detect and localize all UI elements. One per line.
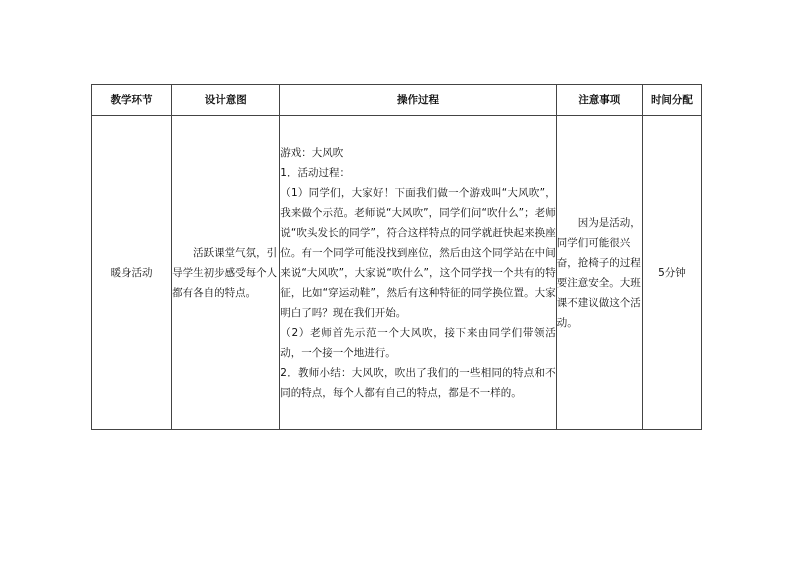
header-time: 时间分配: [642, 85, 701, 116]
process-line-step1: （1）同学们，大家好！下面我们做一个游戏叫“大风吹”，我来做个示范。老师说“大风吹”，同学们问“吹什么”；老师说“吹头发长的同学”，符合这样特点的同学就赶快起来换座位。有一个同学可能没找到座位，然后由这个同学站在中间来说“大风吹”，大家说“吹什么”，这个同学找一个共有的特征，比如“穿运动鞋”，然后有这种特征的同学换位置。大家明白了吗？现在我们开始。: [280, 186, 556, 319]
intent-text: 活跃课堂气氛，引导学生初步感受每个人都有各自的特点。: [172, 246, 278, 299]
header-notes: 注意事项: [556, 85, 642, 116]
header-row: [92, 85, 702, 116]
process-line-title: 游戏：大风吹: [280, 146, 344, 159]
process-cell: [280, 116, 556, 430]
stage-cell: 暖身活动: [92, 116, 172, 430]
table-row: [92, 116, 702, 430]
notes-cell: [556, 116, 642, 430]
process-line-summary: 2．教师小结：大风吹，吹出了我们的一些相同的特点和不同的特点，每个人都有自己的特点，都是不一样的。: [280, 366, 556, 399]
process-line-step2: （2）老师首先示范一个大风吹，接下来由同学们带领活动，一个接一个地进行。: [280, 326, 556, 359]
time-cell: 5分钟: [642, 116, 701, 430]
intent-cell: [172, 116, 280, 430]
lesson-plan-table: [91, 84, 702, 430]
header-intent: 设计意图: [172, 85, 280, 116]
header-stage: 教学环节: [92, 85, 172, 116]
notes-text: 因为是活动，同学们可能很兴奋，抢椅子的过程要注意安全。大班课不建议做这个活动。: [556, 216, 641, 329]
process-line-heading: 1．活动过程：: [280, 166, 350, 179]
header-process: 操作过程: [280, 85, 556, 116]
